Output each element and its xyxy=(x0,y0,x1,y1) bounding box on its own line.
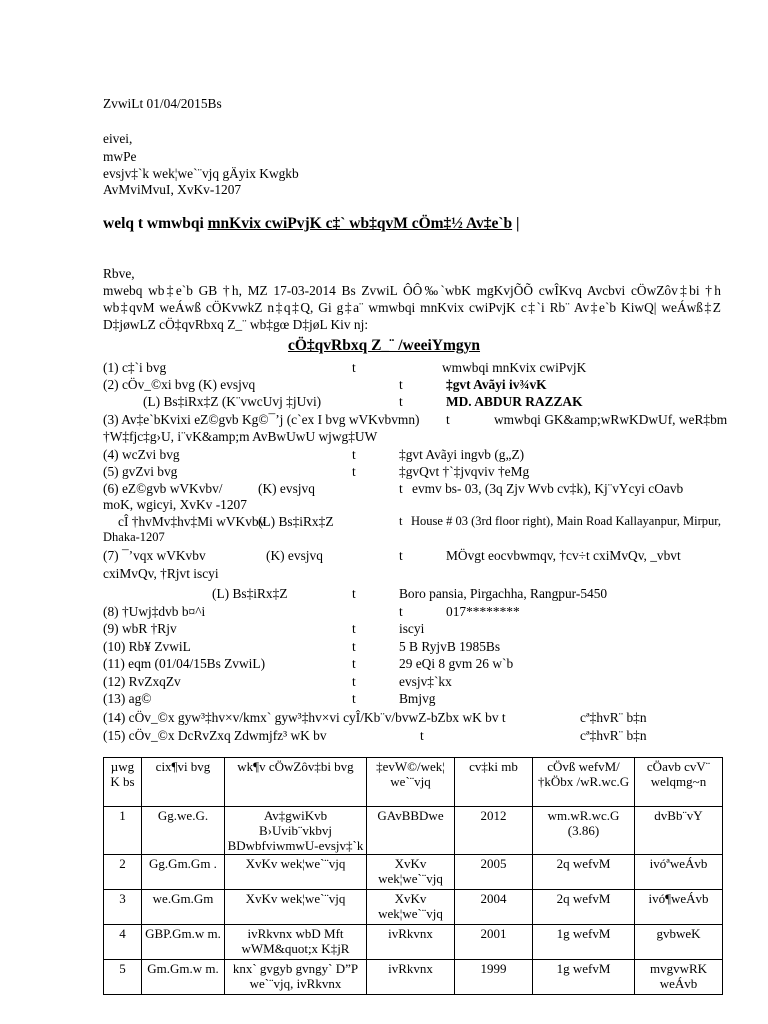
column-header: cÖavb cvV¨ welqmg~n xyxy=(635,758,723,807)
field-colon: t xyxy=(420,728,424,743)
field-value: Boro pansia, Pirgachha, Rangpur-5450 xyxy=(399,586,608,601)
field-label-sub: (K) evsjvq xyxy=(258,481,315,496)
table-cell: 2001 xyxy=(455,925,533,960)
field-colon: t xyxy=(399,394,403,409)
table-row xyxy=(104,890,723,925)
field-label: (6) eZ©gvb wVKvbv/ xyxy=(103,481,223,496)
recipient-line-1: eivei, xyxy=(103,131,133,146)
table-cell: 1g wefvM xyxy=(533,925,635,960)
field-colon: t xyxy=(399,481,403,496)
table-cell: 1 xyxy=(104,807,142,855)
field-label: (13) ag© xyxy=(103,691,152,706)
field-value: wmwbqi GK&amp;wRwKDwUf, weR‡bm xyxy=(494,412,728,427)
table-cell: GBP.Gm.w m. xyxy=(142,925,225,960)
field-label: (15) cÖv_©x DcRvZxq Zdwmjfz³ wK bv xyxy=(103,728,327,743)
table-cell: Gg.we.G. xyxy=(142,807,225,855)
column-header: ‡evW©/wek¦ we`¨vjq xyxy=(367,758,455,807)
table-cell: 2q wefvM xyxy=(533,855,635,890)
field-label: †W‡fjc‡g›U, i¨vK&amp;m AvBwUwU wjwg‡UW xyxy=(103,429,378,444)
field-label: moK, wgicyi, XvKv -1207 xyxy=(103,497,247,512)
table-cell: ivó¶weÁvb xyxy=(635,890,723,925)
field-colon: t xyxy=(446,412,450,427)
subject-prefix: welq t wmwbqi xyxy=(103,215,208,232)
table-row xyxy=(104,960,723,995)
field-colon: t xyxy=(352,674,356,689)
field-colon: t xyxy=(352,656,356,671)
table-cell: 2012 xyxy=(455,807,533,855)
field-label: (3) Av‡e`bKvixi eZ©gvb Kg©¯’j (c`ex I bvg wVKvbvmn) xyxy=(103,412,420,427)
field-colon: t xyxy=(399,604,403,619)
field-value: House # 03 (3rd floor right), Main Road Kallayanpur, Mirpur, xyxy=(411,514,722,528)
field-label: (5) gvZvi bvg xyxy=(103,464,178,479)
table-cell: dvBb¨vY xyxy=(635,807,723,855)
table-row xyxy=(104,855,723,890)
table-cell: 4 xyxy=(104,925,142,960)
field-colon: t xyxy=(352,360,356,375)
field-value: ‡gvt Avãyi ingvb (g„Z) xyxy=(399,447,525,462)
table-cell: gvbweK xyxy=(635,925,723,960)
field-label: (8) †Uwj‡dvb b¤^i xyxy=(103,604,206,619)
table-row xyxy=(104,925,723,960)
field-colon: t xyxy=(352,586,356,601)
field-label: (L) Bs‡iRx‡Z xyxy=(212,586,288,601)
field-value: 29 eQi 8 gvm 26 w`b xyxy=(399,656,514,671)
section-title: cÖ‡qvRbxq Z_¨ /weeiYmgyn xyxy=(287,337,481,354)
field-colon: t xyxy=(399,514,403,528)
field-label: (10) Rb¥ ZvwiL xyxy=(103,639,191,654)
column-header: cix¶vi bvg xyxy=(142,758,225,807)
field-value: wmwbqi mnKvix cwiPvjK xyxy=(442,360,587,375)
column-header: wk¶v cÖwZôv‡bi bvg xyxy=(225,758,367,807)
table-cell: mvgvwRK weÁvb xyxy=(635,960,723,995)
field-label: (1) c‡`i bvg xyxy=(103,360,167,375)
field-label: (L) Bs‡iRx‡Z (K¨vwcUvj ‡jUvi) xyxy=(143,394,322,409)
field-value: ‡gvt Avãyi iv¾vK xyxy=(446,377,547,392)
recipient-line-4: AvMviMvuI, XvKv-1207 xyxy=(103,182,242,197)
recipient-line-3: evsjv‡`k wek¦we`¨vjq gÄyix Kwgkb xyxy=(103,166,299,181)
table-cell: wm.wR.wc.G (3.86) xyxy=(533,807,635,855)
field-label: (2) cÖv_©xi bvg (K) evsjvq xyxy=(103,377,256,392)
field-value: evmv bs- 03, (3q Zjv Wvb cv‡k), Kj¨vYcyi cOavb xyxy=(412,481,684,496)
table-cell: 2004 xyxy=(455,890,533,925)
table-cell: ivRkvnx xyxy=(367,925,455,960)
field-colon: t xyxy=(352,464,356,479)
field-label-sub: (K) evsjvq xyxy=(266,548,323,563)
subject-line xyxy=(103,214,519,233)
table-cell: ivRkvnx xyxy=(367,960,455,995)
field-label: Dhaka-1207 xyxy=(103,530,165,544)
table-cell: GAvBBDwe xyxy=(367,807,455,855)
date-line: ZvwiLt 01/04/2015Bs xyxy=(103,96,222,111)
field-label: cÎ †hvMv‡hv‡Mi wVKvbv xyxy=(118,514,266,529)
table-cell: 1g wefvM xyxy=(533,960,635,995)
salutation: Rbve, xyxy=(103,266,135,281)
table-cell: Gg.Gm.Gm . xyxy=(142,855,225,890)
field-label: (4) wcZvi bvg xyxy=(103,447,180,462)
field-label: (9) wbR †Rjv xyxy=(103,621,177,636)
field-colon: t xyxy=(399,548,403,563)
field-label: (7) ¯’vqx wVKvbv xyxy=(103,548,206,563)
table-cell: 1999 xyxy=(455,960,533,995)
field-label: (14) cÖv_©x gyw³‡hv×v/kmx` gyw³‡hv×vi cyÎ/Kb¨v/bvwZ-bZbx wK bv t xyxy=(103,710,506,725)
education-table xyxy=(103,757,723,995)
table-cell: XvKv wek¦we`¨vjq xyxy=(367,855,455,890)
table-row xyxy=(104,807,723,855)
field-value: cª‡hvR¨ b‡n xyxy=(580,710,647,725)
column-header: cv‡ki mb xyxy=(455,758,533,807)
field-value: MÖvgt eocvbwmqv, †cv÷t cxiMvQv, _vbvt xyxy=(446,548,681,563)
table-cell: 2q wefvM xyxy=(533,890,635,925)
field-colon: t xyxy=(399,377,403,392)
body-paragraph: mwebq wb‡e`b GB †h, MZ 17-03-2014 Bs ZvwiL ÔÔ‰`wbK mgKvjÕÕ cwÎKvq Avcbvi cÖwZôv‡bi †h wb‡qvM weÁwß cÖKvwkZ n‡q‡Q, Gi g‡a¨ wmwbqi mnKvix cwiPvjK c‡`i Rb¨ Av‡e`b KiwQ| weÁwß‡Z D‡jøwLZ cÖ‡qvRbxq Z_¨ wb‡gœ D‡jøL Kiv nj: xyxy=(103,283,721,332)
field-colon: t xyxy=(352,621,356,636)
table-cell: 3 xyxy=(104,890,142,925)
field-value: 017******** xyxy=(446,604,520,619)
field-value: 5 B RyjvB 1985Bs xyxy=(399,639,501,654)
subject-suffix: | xyxy=(512,215,520,232)
table-cell: Av‡gwiKvb B›Uvib¨vkbvj BDwbfviwmwU-evsjv‡`k xyxy=(225,807,367,855)
table-cell: XvKv wek¦we`¨vjq xyxy=(225,890,367,925)
table-cell: ivRkvnx wbD Mft wWM&quot;x K‡jR xyxy=(225,925,367,960)
recipient-line-2: mwPe xyxy=(103,149,137,164)
field-value: ‡gvQvt †`‡jvqviv †eMg xyxy=(399,464,530,479)
table-cell: we.Gm.Gm xyxy=(142,890,225,925)
table-cell: Gm.Gm.w m. xyxy=(142,960,225,995)
subject-underlined: mnKvix cwiPvjK c‡` wb‡qvM cÖm‡½ Av‡e`b xyxy=(207,215,513,232)
column-header: µwg K bs xyxy=(104,758,142,807)
table-cell: knx` gvgyb gvngy` D”P we`¨vjq, ivRkvnx xyxy=(225,960,367,995)
table-cell: 2005 xyxy=(455,855,533,890)
field-label-sub: (L) Bs‡iRx‡Z xyxy=(258,514,334,529)
field-value: Bmjvg xyxy=(399,691,436,706)
column-header: cÖvß wefvM/†kÖbx /wR.wc.G xyxy=(533,758,635,807)
table-cell: ivóªweÁvb xyxy=(635,855,723,890)
field-colon: t xyxy=(352,639,356,654)
table-cell: XvKv wek¦we`¨vjq xyxy=(225,855,367,890)
field-value: evsjv‡`kx xyxy=(399,674,452,689)
field-label: cxiMvQv, †Rjvt iscyi xyxy=(103,566,219,581)
field-value: cª‡hvR¨ b‡n xyxy=(580,728,647,743)
field-colon: t xyxy=(352,447,356,462)
table-cell: XvKv wek¦we`¨vjq xyxy=(367,890,455,925)
table-header-row xyxy=(104,758,723,807)
table-cell: 2 xyxy=(104,855,142,890)
field-value: MD. ABDUR RAZZAK xyxy=(446,394,583,409)
field-value: iscyi xyxy=(399,621,425,636)
field-label: (12) RvZxqZv xyxy=(103,674,181,689)
field-label: (11) eqm (01/04/15Bs ZvwiL) xyxy=(103,656,266,671)
table-cell: 5 xyxy=(104,960,142,995)
field-colon: t xyxy=(352,691,356,706)
